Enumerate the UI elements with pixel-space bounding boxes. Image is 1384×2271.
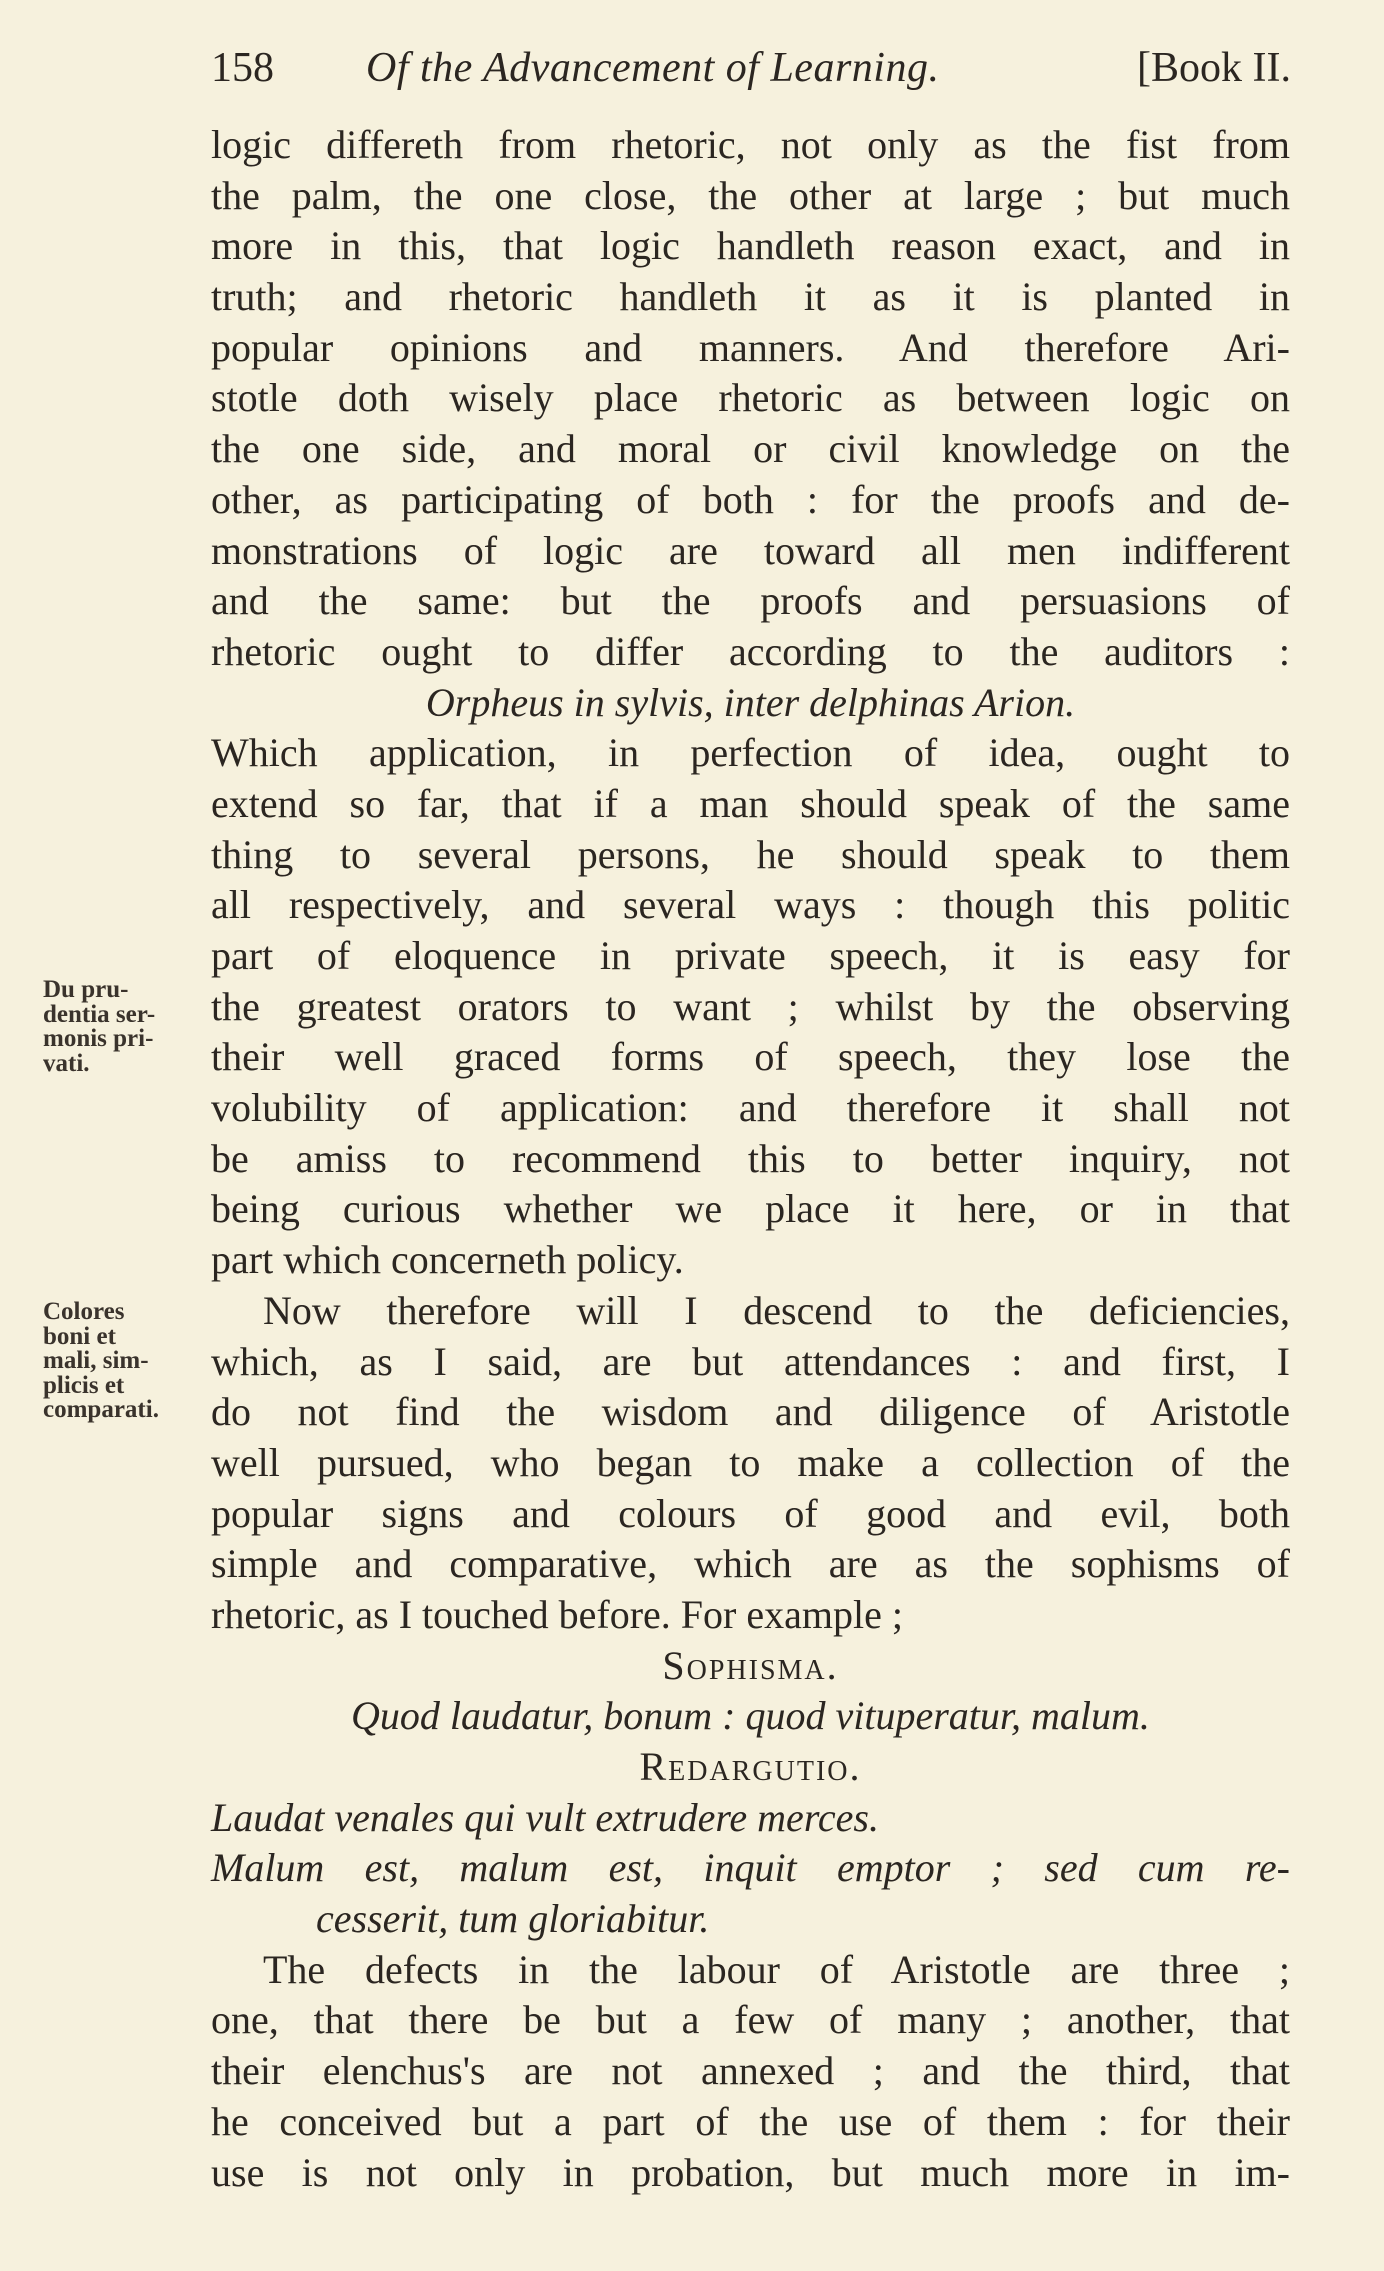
text-line: he conceived but a part of the use of them : for their — [211, 2098, 1290, 2144]
text-line: Laudat venales qui vult extrudere merces. — [211, 1794, 879, 1840]
text-line: all respectively, and several ways : though this politic — [211, 882, 1290, 928]
text-line: Sophisma. — [662, 1642, 839, 1688]
text-line: the greatest orators to want ; whilst by the observing — [211, 983, 1290, 1029]
text-line: The defects in the labour of Aristotle are three ; — [263, 1946, 1290, 1992]
text-line: part which concerneth policy. — [211, 1237, 684, 1283]
text-line: Now therefore will I descend to the deficiencies, — [263, 1287, 1290, 1333]
text-line: rhetoric ought to differ according to the auditors : — [211, 628, 1290, 674]
text-line: truth; and rhetoric handleth it as it is planted in — [211, 274, 1290, 320]
text-line: thing to several persons, he should speak to them — [211, 831, 1290, 877]
text-line: extend so far, that if a man should speak of the same — [211, 780, 1290, 826]
text-line: Malum est, malum est, inquit emptor ; sed cum re- — [211, 1845, 1290, 1891]
text-line: do not find the wisdom and diligence of Aristotle — [211, 1389, 1290, 1435]
running-title: Of the Advancement of Learning. — [366, 45, 940, 91]
text-line: Quod laudatur, bonum : quod vituperatur, malum. — [351, 1693, 1150, 1739]
margin-note-line: vati. — [43, 1049, 90, 1077]
margin-note — [43, 978, 155, 1076]
text-line: which, as I said, are but attendances : and first, I — [211, 1338, 1290, 1384]
margin-note-line: mali, sim- — [43, 1347, 149, 1374]
text-line: be amiss to recommend this to better inquiry, not — [211, 1135, 1290, 1181]
text-line: more in this, that logic handleth reason exact, and in — [211, 223, 1290, 269]
text-line: simple and comparative, which are as the sophisms of — [211, 1541, 1290, 1587]
text-line: stotle doth wisely place rhetoric as between logic on — [211, 375, 1290, 421]
text-line: the one side, and moral or civil knowledge on the — [211, 426, 1290, 472]
margin-note-line: plicis et — [43, 1371, 125, 1399]
margin-note-line: comparati. — [43, 1396, 159, 1423]
margin-note-line: dentia ser- — [43, 1000, 156, 1028]
text-line: their well graced forms of speech, they lose the — [211, 1034, 1290, 1080]
text-line: use is not only in probation, but much more in im- — [211, 2149, 1290, 2195]
text-line: cesserit, tum gloriabitur. — [316, 1896, 710, 1942]
text-line: well pursued, who began to make a collection of the — [211, 1439, 1290, 1485]
text-line: part of eloquence in private speech, it is easy for — [211, 933, 1290, 978]
margin-note-line: monis pri- — [43, 1025, 154, 1052]
book-label: [Book II. — [1137, 45, 1291, 91]
text-line: their elenchus's are not annexed ; and the third, that — [211, 2048, 1290, 2094]
margin-note-line: Colores — [43, 1298, 125, 1325]
text-line: other, as participating of both : for the proofs and de- — [211, 476, 1290, 522]
text-line: Orpheus in sylvis, inter delphinas Arion. — [425, 679, 1076, 725]
text-line: volubility of application: and therefore it shall not — [211, 1085, 1290, 1131]
page-number: 158 — [211, 45, 274, 91]
text-line: one, that there be but a few of many ; another, that — [211, 1997, 1290, 2043]
text-line: monstrations of logic are toward all men indifferent — [211, 527, 1290, 573]
text-line: popular signs and colours of good and evil, both — [211, 1490, 1290, 1536]
text-line: Redargutio. — [639, 1744, 862, 1789]
text-line: Which application, in perfection of idea, ought to — [211, 730, 1290, 776]
text-line: being curious whether we place it here, or in that — [211, 1186, 1290, 1232]
running-header — [211, 44, 1291, 104]
margin-note-line: Du pru- — [43, 976, 129, 1003]
text-line: rhetoric, as I touched before. For example ; — [211, 1591, 903, 1637]
body-text — [211, 120, 1290, 2198]
margin-note-line: boni et — [43, 1322, 116, 1350]
text-line: popular opinions and manners. And therefore Ari- — [211, 324, 1290, 370]
text-line: logic differeth from rhetoric, not only as the fist from — [211, 122, 1290, 167]
margin-note — [43, 1300, 159, 1423]
text-line: and the same: but the proofs and persuasions of — [211, 578, 1290, 624]
text-line: the palm, the one close, the other at large ; but much — [211, 172, 1290, 218]
